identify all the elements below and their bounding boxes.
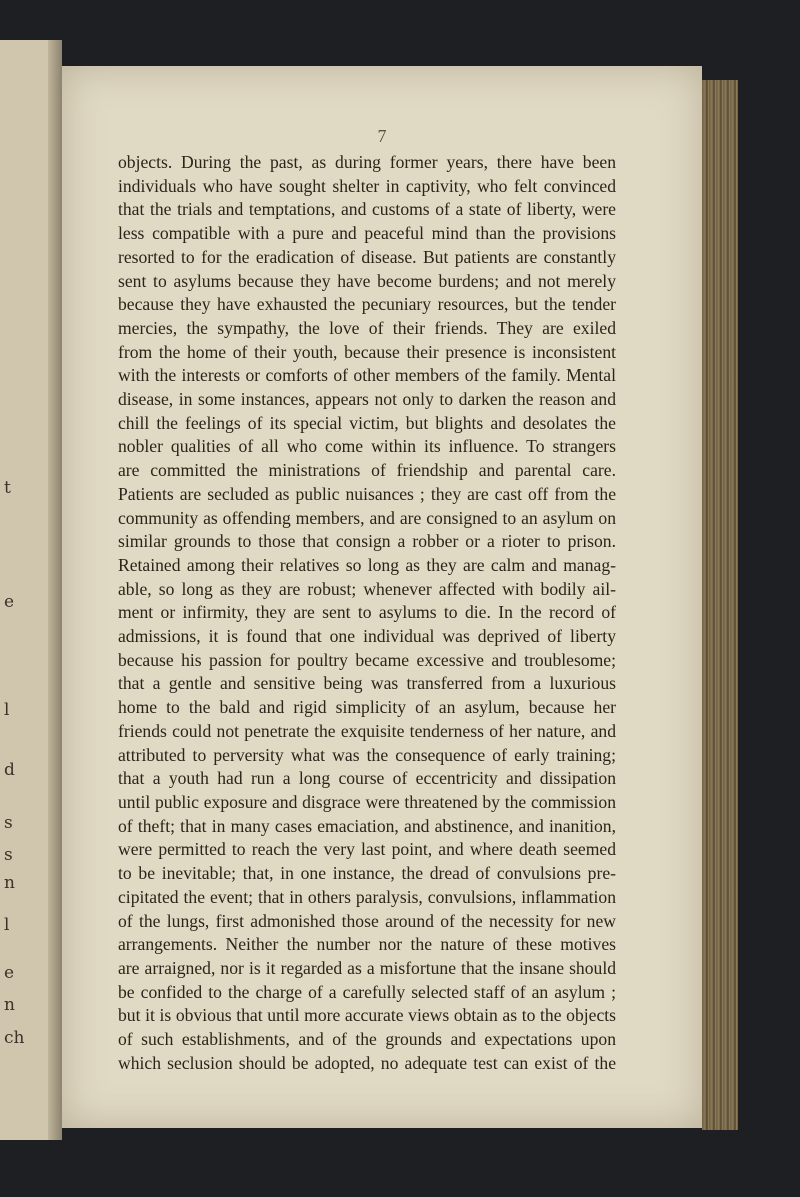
text-line: are committed the ministrations of friendship and parental care. [118, 460, 616, 481]
text-line: individuals who have sought shelter in captivity, who felt convinced [118, 175, 616, 196]
text-line: ment or infirmity, they are sent to asylums to die. In the record of [118, 602, 616, 623]
text-line: Retained among their relatives so long as they are calm and manag- [118, 554, 616, 575]
page-block-edge [702, 80, 738, 1130]
text-line: that a gentle and sensitive being was transferred from a luxurious [118, 673, 616, 694]
text-line: of such establishments, and of the grounds and expectations upon [118, 1029, 616, 1050]
facing-page-fragment: t [4, 478, 11, 498]
text-line: home to the bald and rigid simplicity of an asylum, because her [118, 697, 616, 718]
facing-page-fragment: d [4, 760, 15, 780]
text-line: attributed to perversity what was the consequence of early training; [118, 744, 616, 765]
text-line: of the lungs, first admonished those around of the necessity for new [118, 910, 616, 931]
facing-page-fragment: e [4, 963, 15, 983]
text-line: cipitated the event; that in others paralysis, convulsions, inflammation [118, 886, 616, 907]
text-line: community as offending members, and are consigned to an asylum on [118, 507, 616, 528]
text-line: with the interests or comforts of other members of the family. Mental [118, 365, 616, 386]
text-line: because they have exhausted the pecuniary resources, but the tender [118, 294, 616, 315]
book-page [62, 66, 702, 1128]
facing-page-fragment: l [4, 915, 10, 935]
text-line: Patients are secluded as public nuisances ; they are cast off from the [118, 483, 616, 504]
text-line: nobler qualities of all who come within its influence. To strangers [118, 436, 616, 457]
text-line: until public exposure and disgrace were threatened by the commission [118, 791, 616, 812]
text-line: to be inevitable; that, in one instance, the dread of convulsions pre- [118, 863, 616, 884]
facing-page-fragment: ch [4, 1028, 25, 1048]
text-line: friends could not penetrate the exquisite tenderness of her nature, and [118, 720, 616, 741]
facing-page-fragment: l [4, 700, 10, 720]
text-line: which seclusion should be adopted, no adequate test can exist of the [118, 1052, 616, 1073]
facing-page-gutter [48, 40, 62, 1140]
body-text [118, 151, 616, 1075]
facing-page-fragment: e [4, 592, 15, 612]
text-line: be confided to the charge of a carefully selected staff of an asylum ; [118, 981, 616, 1002]
text-line: that the trials and temptations, and customs of a state of liberty, were [118, 199, 616, 220]
text-line: admissions, it is found that one individual was deprived of liberty [118, 626, 616, 647]
text-line: from the home of their youth, because their presence is inconsistent [118, 341, 616, 362]
text-line: disease, in some instances, appears not only to darken the reason and [118, 389, 616, 410]
facing-page-fragment: n [4, 873, 15, 893]
text-line: able, so long as they are robust; whenever affected with bodily ail- [118, 578, 616, 599]
text-line: that a youth had run a long course of eccentricity and dissipation [118, 768, 616, 789]
text-line: were permitted to reach the very last point, and where death seemed [118, 839, 616, 860]
text-line: but it is obvious that until more accurate views obtain as to the objects [118, 1005, 616, 1026]
text-line: are arraigned, nor is it regarded as a misfortune that the insane should [118, 957, 616, 978]
text-line: chill the feelings of its special victim, but blights and desolates the [118, 412, 616, 433]
text-line: less compatible with a pure and peaceful mind than the provisions [118, 223, 616, 244]
text-line: because his passion for poultry became excessive and troublesome; [118, 649, 616, 670]
text-line: mercies, the sympathy, the love of their friends. They are exiled [118, 317, 616, 338]
text-line: sent to asylums because they have become burdens; and not merely [118, 270, 616, 291]
page-number: 7 [377, 126, 387, 146]
facing-page-fragment: n [4, 995, 15, 1015]
text-line: objects. During the past, as during former years, there have been [118, 152, 616, 172]
text-line: of theft; that in many cases emaciation, and abstinence, and inanition, [118, 815, 616, 836]
text-line: similar grounds to those that consign a robber or a rioter to prison. [118, 531, 616, 552]
text-line: arrangements. Neither the number nor the nature of these motives [118, 934, 616, 955]
facing-page-fragment: s [4, 845, 13, 865]
text-line: resorted to for the eradication of disease. But patients are constantly [118, 246, 616, 267]
facing-page-fragment: s [4, 813, 13, 833]
